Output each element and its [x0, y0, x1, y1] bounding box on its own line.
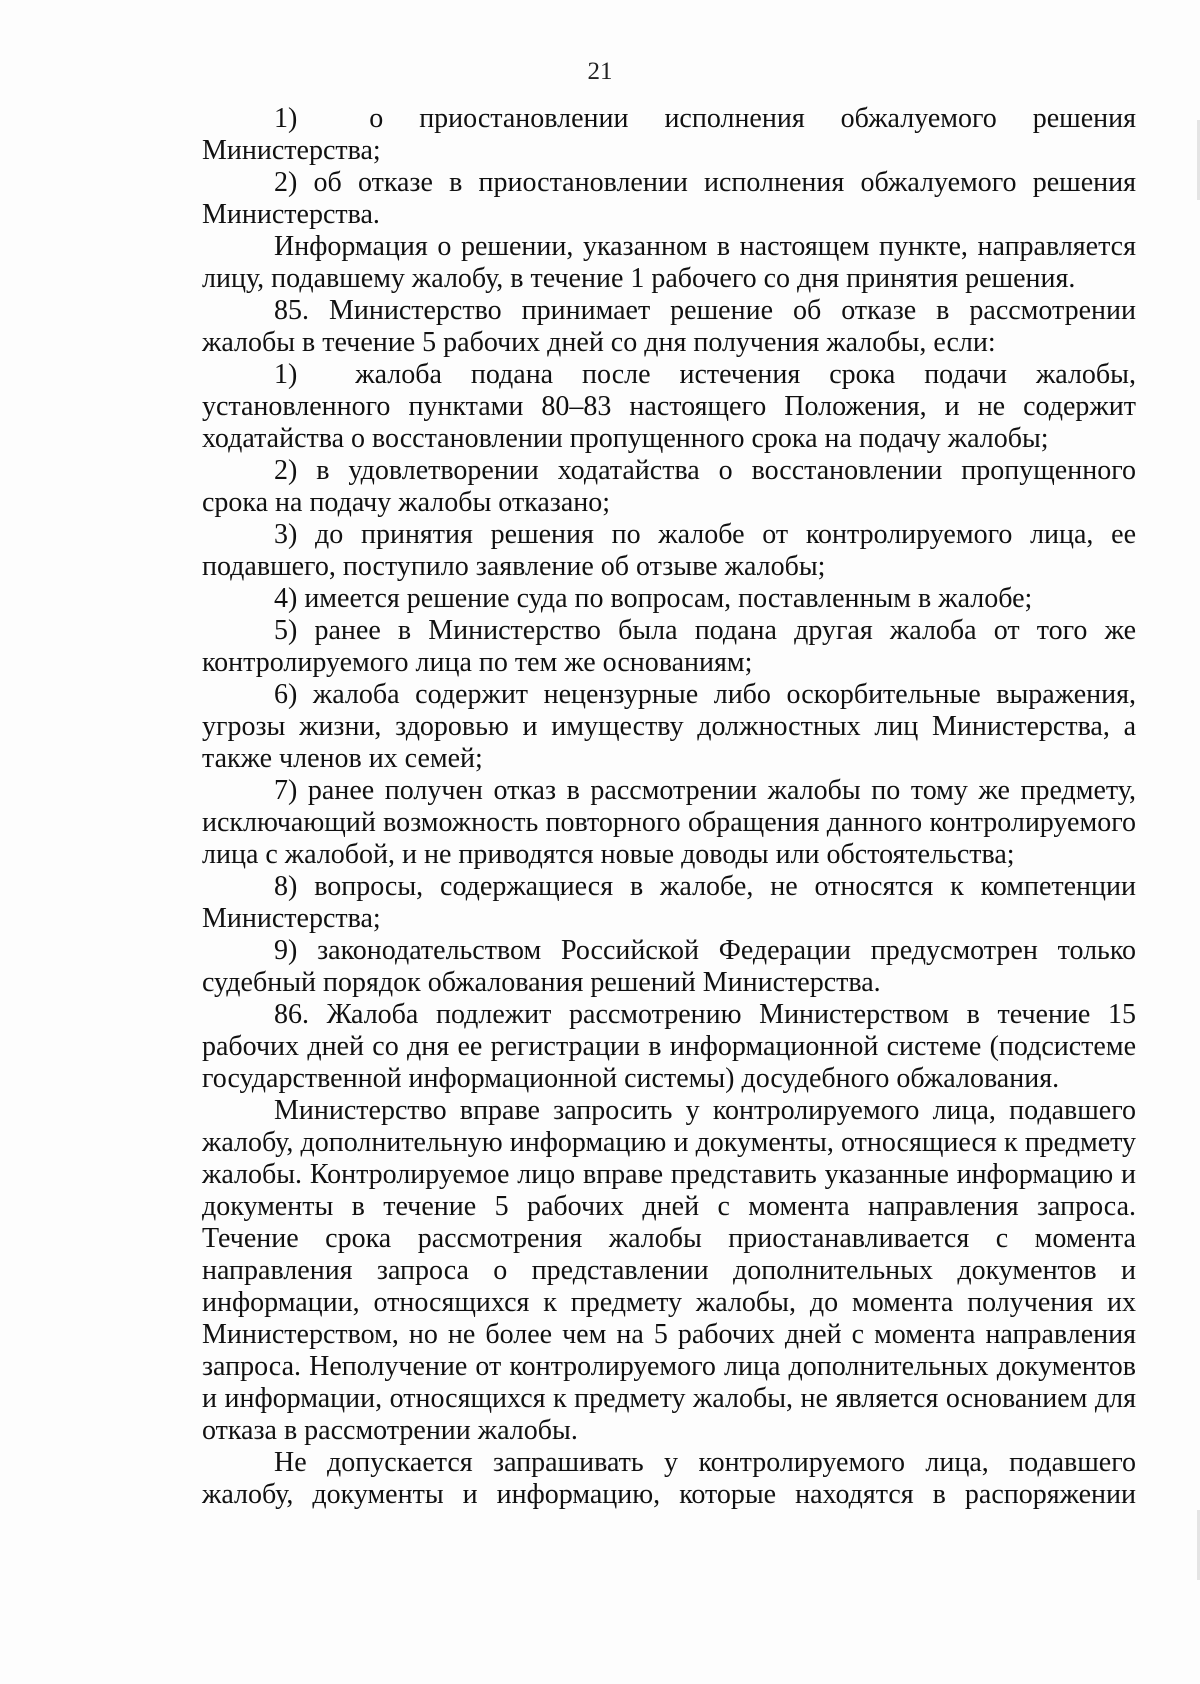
paragraph-15: Министерство вправе запросить у контролируемого лица, подавшего жалобу, дополнительную информацию и документы, относящиеся к предмету жалобы. Контролируемое лицо вправе представить указанные информацию и документы в течение 5 рабочих дней с момента направления запроса. Течение срока рассмотрения жалобы приостанавливается с момента направления запроса о представлении дополнительных документов и информации, относящихся к предмету жалобы, до момента получения их Министерством, но не более чем на 5 рабочих дней с момента направления запроса. Неполучение от контролируемого лица дополнительных документов и информации, относящихся к предмету жалобы, не является основанием для отказа в рассмотрении жалобы.: [202, 1095, 1136, 1446]
paragraph-12: 8) вопросы, содержащиеся в жалобе, не относятся к компетенции Министерства;: [202, 871, 1136, 934]
paragraph-13: 9) законодательством Российской Федерации предусмотрен только судебный порядок обжалования решений Министерства.: [202, 935, 1136, 998]
paragraph-9: 5) ранее в Министерство была подана другая жалоба от того же контролируемого лица по тем же основаниям;: [202, 615, 1136, 678]
page-number: 21: [587, 58, 613, 85]
paragraph-3: Информация о решении, указанном в настоящем пункте, направляется лицу, подавшему жалобу, в течение 1 рабочего со дня принятия решения.: [202, 231, 1136, 294]
paragraph-5: 1) жалоба подана после истечения срока подачи жалобы, установленного пунктами 80–83 настоящего Положения, и не содержит ходатайства о восстановлении пропущенного срока на подачу жалобы;: [202, 359, 1136, 454]
paragraph-11: 7) ранее получен отказ в рассмотрении жалобы по тому же предмету, исключающий возможность повторного обращения данного контролируемого лица с жалобой, и не приводятся новые доводы или обстоятельства;: [202, 775, 1136, 870]
paragraph-10: 6) жалоба содержит нецензурные либо оскорбительные выражения, угрозы жизни, здоровью и имуществу должностных лиц Министерства, а также членов их семей;: [202, 679, 1136, 774]
paragraph-6: 2) в удовлетворении ходатайства о восстановлении пропущенного срока на подачу жалобы отказано;: [202, 455, 1136, 518]
paragraph-14: 86. Жалоба подлежит рассмотрению Министерством в течение 15 рабочих дней со дня ее регистрации в информационной системе (подсистеме государственной информационной системы) досудебного обжалования.: [202, 999, 1136, 1094]
paragraph-8: 4) имеется решение суда по вопросам, поставленным в жалобе;: [274, 583, 1033, 614]
paragraph-4: 85. Министерство принимает решение об отказе в рассмотрении жалобы в течение 5 рабочих дней со дня получения жалобы, если:: [202, 295, 1136, 358]
document-body: [202, 103, 1136, 1511]
paragraph-7: 3) до принятия решения по жалобе от контролируемого лица, ее подавшего, поступило заявление об отзыве жалобы;: [202, 519, 1136, 582]
paragraph-1: 1) о приостановлении исполнения обжалуемого решения Министерства;: [202, 103, 1136, 166]
paragraph-16: Не допускается запрашивать у контролируемого лица, подавшего жалобу, документы и информацию, которые находятся в распоряжении: [202, 1447, 1136, 1510]
paragraph-2: 2) об отказе в приостановлении исполнения обжалуемого решения Министерства.: [202, 167, 1136, 230]
